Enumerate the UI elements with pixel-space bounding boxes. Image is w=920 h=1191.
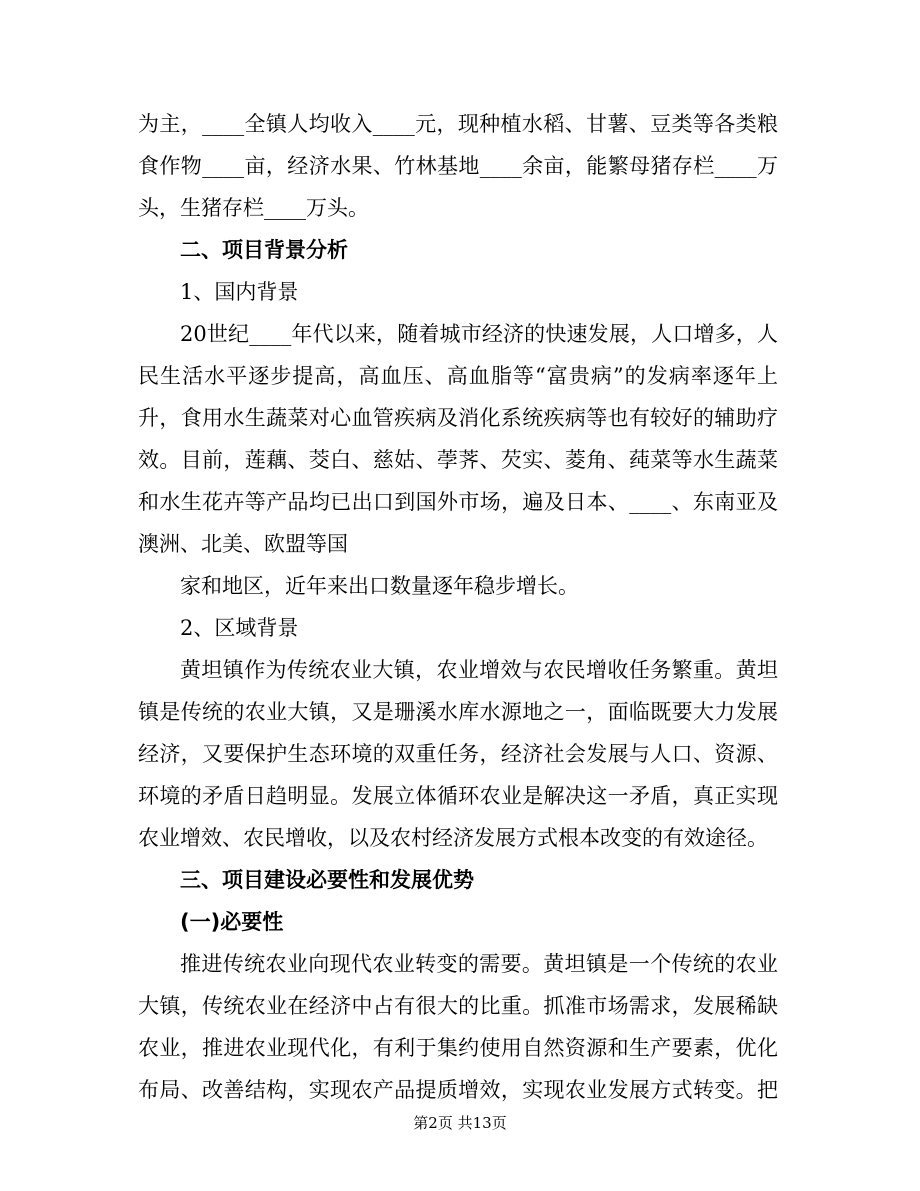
necessity-para-line-3: 农业，推进农业现代化，有利于集约使用自然资源和生产要素，优化 [138, 1036, 778, 1060]
regional-para-line-4: 环境的矛盾日趋明显。发展立体循环农业是解决这一矛盾，真正实现 [138, 784, 778, 808]
document-page [138, 103, 778, 1111]
regional-para-line-5: 农业增效、农民增收，以及农村经济发展方式根本改变的有效途径。 [138, 826, 768, 850]
necessity-para-line-1: 推进传统农业向现代农业转变的需要。黄坦镇是一个传统的农业 [180, 952, 778, 976]
intro-line-3: 头，生猪存栏____万头。 [138, 196, 369, 220]
section-3-1-heading: (一)必要性 [180, 910, 284, 934]
regional-para-line-1: 黄坦镇作为传统农业大镇，农业增效与农民增收任务繁重。黄坦 [180, 658, 778, 682]
intro-line-2: 食作物____亩，经济水果、竹林基地____余亩，能繁母猪存栏____万 [138, 154, 778, 178]
domestic-para-line-5: 和水生花卉等产品均已出口到国外市场，遍及日本、____、东南亚及 [138, 490, 778, 514]
regional-para-line-2: 镇是传统的农业大镇，又是珊溪水库水源地之一，面临既要大力发展 [138, 700, 778, 724]
domestic-para-line-4: 效。目前，莲藕、茭白、慈姑、荸荠、芡实、菱角、莼菜等水生蔬菜 [138, 448, 778, 472]
domestic-para-2: 家和地区，近年来出口数量逐年稳步增长。 [180, 574, 579, 598]
domestic-para-line-1: 20世纪____年代以来，随着城市经济的快速发展，人口增多，人 [180, 322, 778, 346]
section-2-heading: 二、项目背景分析 [180, 238, 348, 262]
domestic-para-line-2: 民生活水平逐步提高，高血压、高血脂等“富贵病”的发病率逐年上 [138, 364, 778, 388]
domestic-para-line-3: 升，食用水生蔬菜对心血管疾病及消化系统疾病等也有较好的辅助疗 [138, 406, 778, 430]
regional-para-line-3: 经济，又要保护生态环境的双重任务，经济社会发展与人口、资源、 [138, 742, 778, 766]
necessity-para-line-2: 大镇，传统农业在经济中占有很大的比重。抓准市场需求，发展稀缺 [138, 994, 778, 1018]
page-number-footer: 第2页 共13页 [413, 1114, 507, 1132]
section-2-2-heading: 2、区域背景 [180, 616, 299, 640]
intro-line-1: 为主，____全镇人均收入____元，现种植水稻、甘薯、豆类等各类粮 [138, 112, 778, 136]
domestic-para-line-6: 澳洲、北美、欧盟等国 [138, 532, 348, 556]
section-2-1-heading: 1、国内背景 [180, 280, 299, 304]
section-3-heading: 三、项目建设必要性和发展优势 [180, 868, 474, 892]
necessity-para-line-4: 布局、改善结构，实现农产品提质增效，实现农业发展方式转变。把 [138, 1078, 778, 1102]
